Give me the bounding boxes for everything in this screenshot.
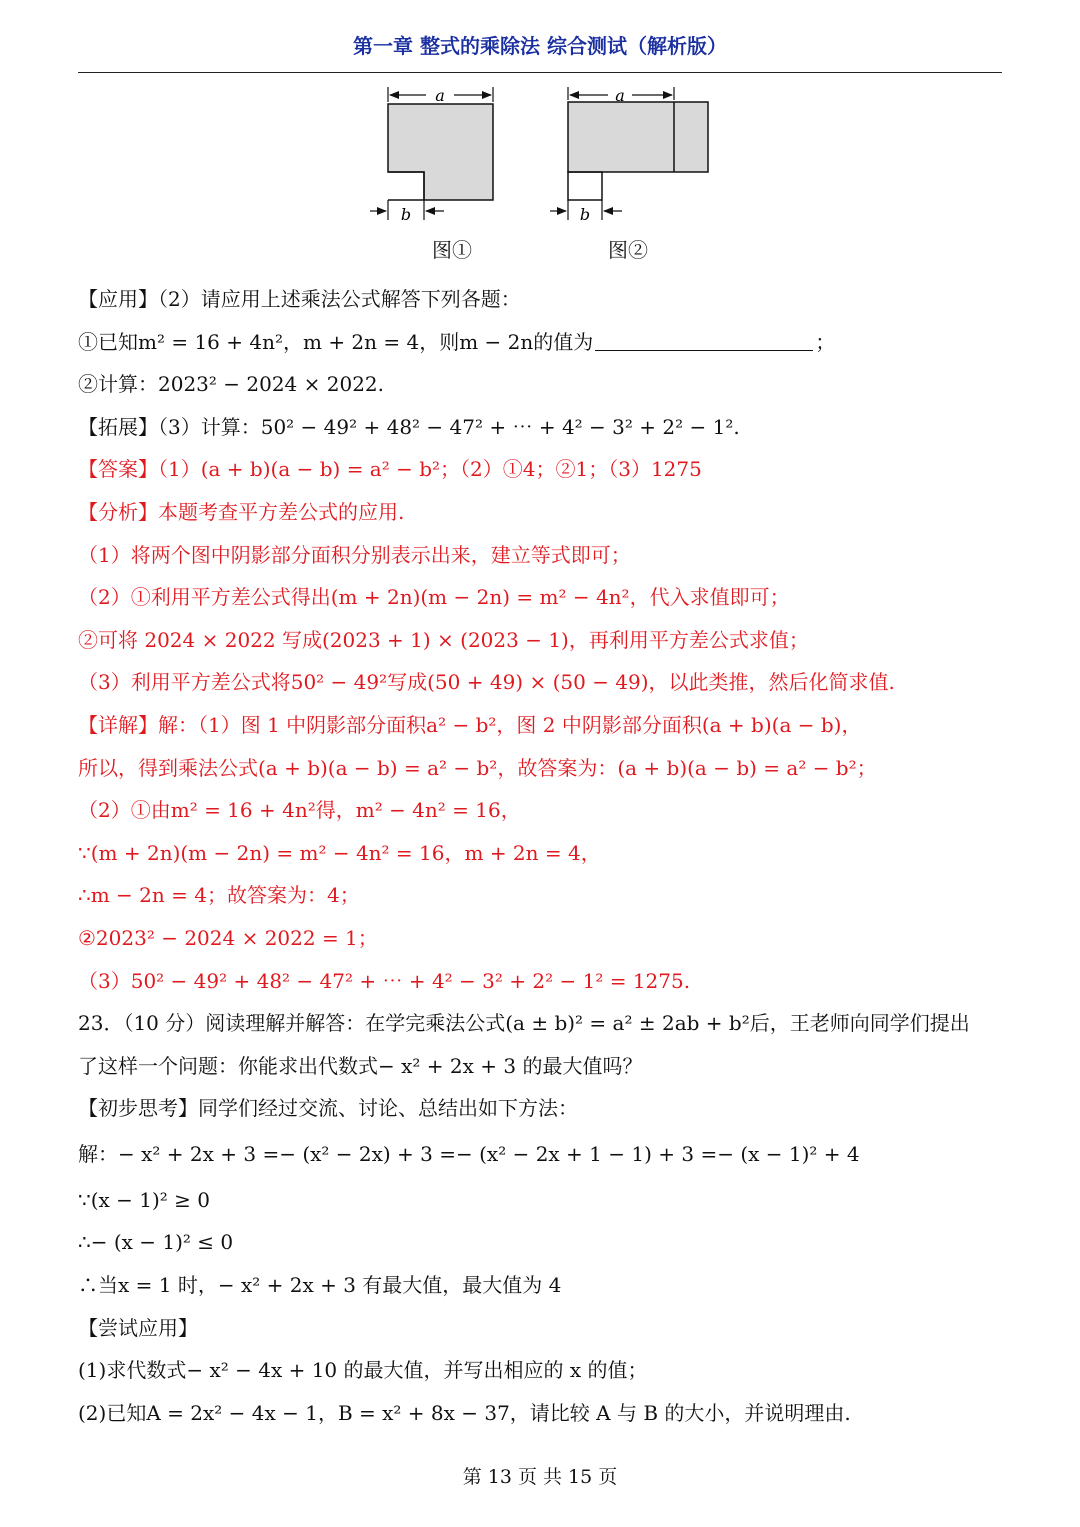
- solution-line: ∵(m + 2n)(m − 2n) = m² − 4n² = 16，m + 2n = 4，: [78, 840, 601, 865]
- question-23-line: 了这样一个问题：你能求出代数式− x² + 2x + 3 的最大值吗？: [78, 1053, 643, 1078]
- solution-line: 【详解】解：（1）图 1 中阴影部分面积a² − b²，图 2 中阴影部分面积(a + b)(a − b)，: [78, 712, 862, 737]
- analysis-line: 【分析】本题考查平方差公式的应用.: [78, 499, 405, 524]
- text-line: 【尝试应用】: [78, 1315, 198, 1340]
- document-body: [78, 278, 1008, 1434]
- text-line: ②计算：2023² − 2024 × 2022.: [78, 372, 385, 397]
- solution-line: ∴m − 2n = 4；故答案为：4；: [78, 883, 360, 908]
- answer-line: 【答案】（1）(a + b)(a − b) = a² − b²；（2）①4；②1；（3）1275: [78, 457, 702, 482]
- fig2-label-a: a: [615, 86, 625, 105]
- text-line: 【拓展】（3）计算：50² − 49² + 48² − 47² + ⋯ + 4² − 3² + 2² − 1².: [78, 414, 740, 439]
- fig1-label-b: b: [400, 205, 412, 224]
- analysis-line: （2）①利用平方差公式得出(m + 2n)(m − 2n) = m² − 4n²，代入求值即可；: [78, 585, 790, 610]
- text-line: (1)求代数式− x² − 4x + 10 的最大值，并写出相应的 x 的值；: [78, 1358, 648, 1383]
- solution-line: （2）①由m² = 16 + 4n²得，m² − 4n² = 16，: [78, 798, 521, 823]
- solution-line: ②2023² − 2024 × 2022 = 1；: [78, 925, 378, 950]
- solution-line: （3）50² − 49² + 48² − 47² + ⋯ + 4² − 3² + 2² − 1² = 1275.: [78, 968, 691, 993]
- text-line: ∴− (x − 1)² ≤ 0: [78, 1230, 234, 1255]
- text-line: ∵(x − 1)² ≥ 0: [78, 1187, 211, 1212]
- text-line: 解：− x² + 2x + 3 =− (x² − 2x) + 3 =− (x² − 2x + 1 − 1) + 3 =− (x − 1)² + 4: [78, 1141, 860, 1166]
- figure-1-caption: 图①: [432, 238, 472, 262]
- header-divider: [78, 72, 1002, 73]
- text-line: 【初步思考】同学们经过交流、讨论、总结出如下方法：: [78, 1096, 578, 1121]
- figure-2-caption: 图②: [608, 238, 648, 262]
- text-line: ①已知m² = 16 + 4n²，m + 2n = 4，则m − 2n的值为: [78, 329, 594, 354]
- question-line-blank: [78, 321, 1008, 364]
- page-footer: 第 13 页 共 15 页: [462, 1466, 618, 1488]
- solution-line: 所以，得到乘法公式(a + b)(a − b) = a² − b²，故答案为：(a + b)(a − b) = a² − b²；: [78, 755, 877, 780]
- blank-suffix: ；: [815, 329, 836, 354]
- text-line: 【应用】（2）请应用上述乘法公式解答下列各题：: [78, 287, 521, 311]
- text-line: ∴当x = 1 时，− x² + 2x + 3 有最大值，最大值为 4: [78, 1273, 562, 1298]
- figure-2: [550, 87, 708, 220]
- question-23-line: 23．（10 分）阅读理解并解答：在学完乘法公式(a ± b)² = a² ± 2ab + b²后，王老师向同学们提出: [78, 1011, 970, 1036]
- figure-diagram: [360, 82, 740, 262]
- analysis-line: ②可将 2024 × 2022 写成(2023 + 1) × (2023 − 1)，再利用平方差公式求值；: [78, 627, 809, 652]
- page-header: 第一章 整式的乘除法 综合测试（解析版）: [353, 34, 727, 58]
- text-line: (2)已知A = 2x² − 4x − 1，B = x² + 8x − 37，请比较 A 与 B 的大小，并说明理由.: [78, 1400, 851, 1425]
- analysis-line: （3）利用平方差公式将50² − 49²写成(50 + 49) × (50 − 49)，以此类推，然后化简求值.: [78, 670, 895, 695]
- fig2-label-b: b: [579, 205, 591, 224]
- fig1-label-a: a: [435, 86, 445, 105]
- figures: [360, 82, 740, 262]
- figure-1: [370, 87, 493, 220]
- analysis-line: （1）将两个图中阴影部分面积分别表示出来，建立等式即可；: [78, 542, 631, 567]
- answer-blank: [595, 330, 813, 351]
